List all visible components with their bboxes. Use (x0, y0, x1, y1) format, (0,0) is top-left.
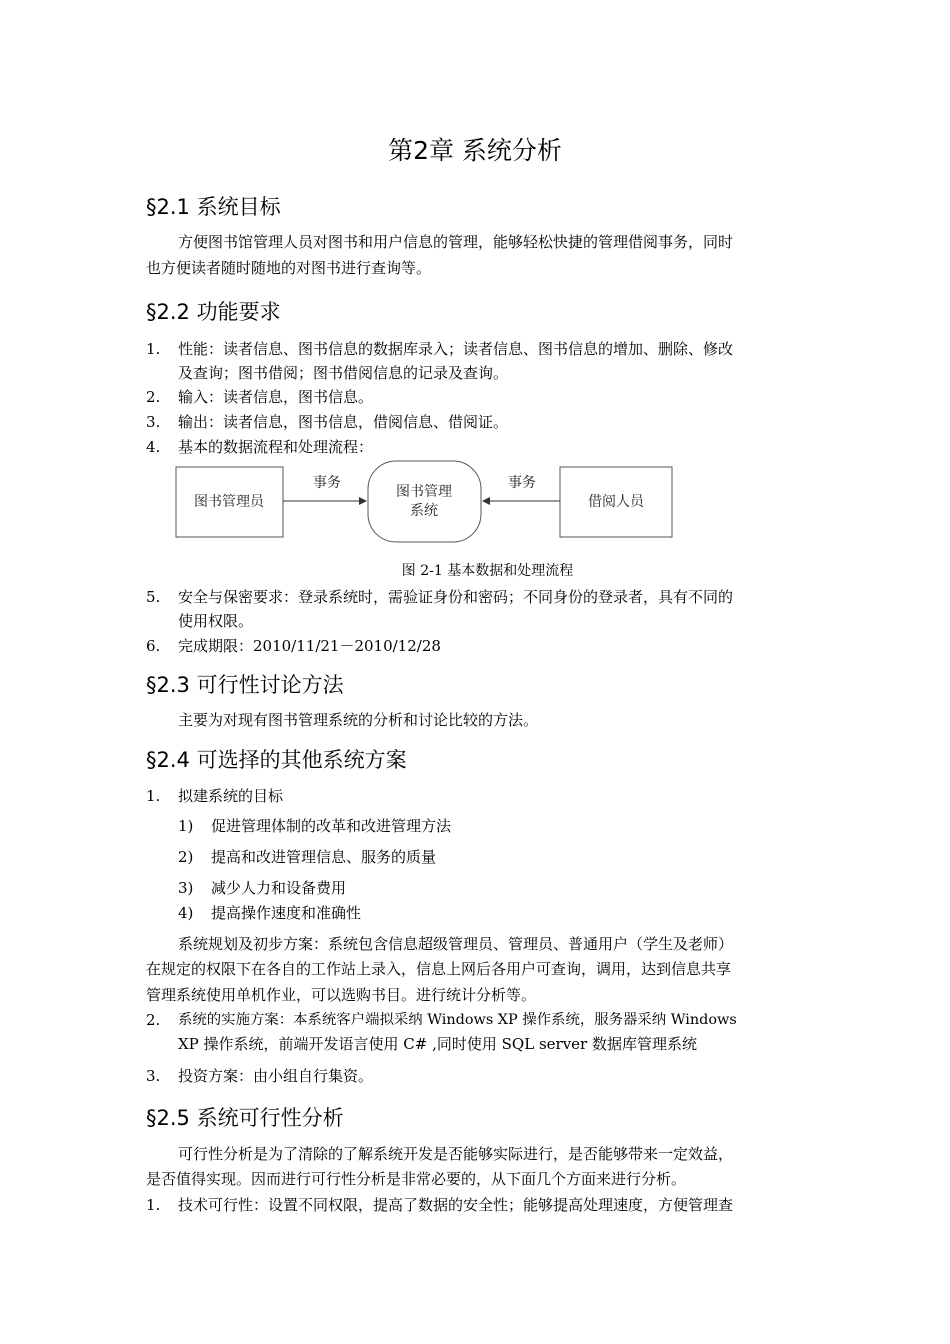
list-item-text: 性能：读者信息、图书信息的数据库录入；读者信息、图书信息的增加、删除、修改 (178, 340, 734, 358)
borrower-label: 借阅人员 (588, 494, 644, 510)
list-item-number: 1. (146, 787, 161, 805)
section-2-1-para-line2: 也方便读者随时随地的对图书进行查询等。 (146, 259, 432, 277)
library-system-label-line2: 系统 (410, 503, 438, 519)
section-2-1-para-line1: 方便图书馆管理人员对图书和用户信息的管理，能够轻松快捷的管理借阅事务，同时 (178, 233, 734, 251)
list-item-text: 基本的数据流程和处理流程： (178, 438, 374, 456)
sub-item-text: 减少人力和设备费用 (211, 879, 347, 897)
section-2-5-heading: §2.5 系统可行性分析 (146, 1106, 344, 1130)
data-flow-diagram (170, 458, 680, 548)
list-item-text: 投资方案：由小组自行集资。 (178, 1067, 374, 1085)
right-flow-label: 事务 (508, 475, 536, 491)
list-item-number: 6. (146, 637, 161, 655)
list-item-text: 及查询；图书借阅；图书借阅信息的记录及查询。 (178, 364, 509, 382)
section-2-4-para-line2: 在规定的权限下在各自的工作站上录入，信息上网后各用户可查询，调用，达到信息共享 (146, 960, 732, 978)
sub-item-text: 提高和改进管理信息、服务的质量 (211, 848, 437, 866)
list-item-text: 输出：读者信息，图书信息，借阅信息、借阅证。 (178, 413, 509, 431)
sub-item-number: 3) (178, 879, 194, 897)
list-item-text: 完成期限：2010/11/21－2010/12/28 (178, 637, 441, 655)
list-item-text: 系统的实施方案：本系统客户端拟采纳 Windows XP 操作系统，服务器采纳 Windows (178, 1012, 737, 1028)
chapter-title: 第2章 系统分析 (388, 136, 562, 165)
list-item-text: 技术可行性：设置不同权限，提高了数据的安全性；能够提高处理速度，方便管理查 (178, 1196, 734, 1214)
section-2-5-para-line2: 是否值得实现。因而进行可行性分析是非常必要的，从下面几个方面来进行分析。 (146, 1170, 687, 1188)
section-2-4-heading: §2.4 可选择的其他系统方案 (146, 748, 407, 772)
list-item-number: 2. (146, 1011, 161, 1029)
list-item-number: 3. (146, 1067, 161, 1085)
list-item-text: XP 操作系统，前端开发语言使用 C# ,同时使用 SQL server 数据库管理系统 (178, 1035, 697, 1053)
section-2-5-para-line1: 可行性分析是为了清除的了解系统开发是否能够实际进行，是否能够带来一定效益， (178, 1145, 734, 1163)
list-item-text: 输入：读者信息，图书信息。 (178, 388, 374, 406)
section-2-3-heading: §2.3 可行性讨论方法 (146, 673, 344, 697)
list-item-number: 1. (146, 340, 161, 358)
list-item-number: 2. (146, 388, 161, 406)
figure-caption: 图 2-1 基本数据和处理流程 (401, 563, 574, 579)
list-item-text: 拟建系统的目标 (178, 787, 284, 805)
section-2-4-para-line3: 管理系统使用单机作业，可以选购书目。进行统计分析等。 (146, 986, 537, 1004)
list-item-number: 1. (146, 1196, 161, 1214)
list-item-number: 3. (146, 413, 161, 431)
section-2-1-heading: §2.1 系统目标 (146, 195, 281, 219)
sub-item-number: 1) (178, 817, 194, 835)
librarian-label: 图书管理员 (194, 494, 264, 510)
left-flow-label: 事务 (313, 475, 341, 491)
sub-item-text: 提高操作速度和准确性 (211, 904, 362, 922)
sub-item-number: 2) (178, 848, 194, 866)
list-item-number: 4. (146, 438, 161, 456)
list-item-text: 使用权限。 (178, 612, 254, 630)
section-2-3-para: 主要为对现有图书管理系统的分析和讨论比较的方法。 (178, 711, 539, 729)
section-2-4-para-line1: 系统规划及初步方案：系统包含信息超级管理员、管理员、普通用户（学生及老师） (178, 935, 734, 953)
library-system-label-line1: 图书管理 (396, 484, 452, 500)
list-item-text: 安全与保密要求：登录系统时，需验证身份和密码；不同身份的登录者，具有不同的 (178, 588, 734, 606)
section-2-2-heading: §2.2 功能要求 (146, 300, 281, 324)
library-system-node (368, 461, 481, 542)
list-item-number: 5. (146, 588, 161, 606)
sub-item-number: 4) (178, 904, 194, 922)
sub-item-text: 促进管理体制的改革和改进管理方法 (211, 817, 452, 835)
